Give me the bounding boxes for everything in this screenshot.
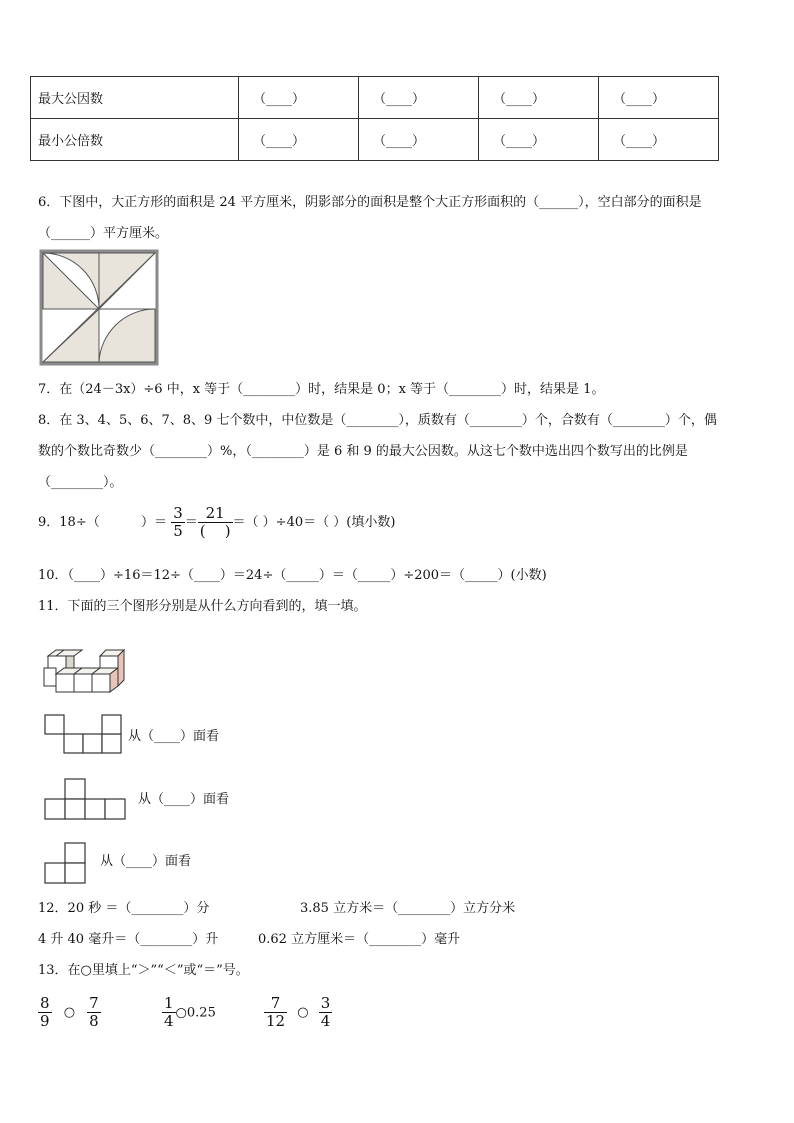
question-8-line2: 数的个数比奇数少（________）%，（________）是 6 和 9 的最大公因数。从这七个数中选出四个数写出的比例是 [38, 444, 688, 459]
q9-blank[interactable] [100, 515, 141, 530]
question-6-line1: 6．下图中，大正方形的面积是 24 平方厘米，阴影部分的面积是整个大正方形面积的（______），空白部分的面积是 [38, 195, 702, 210]
question-12-b: 3.85 立方米＝（________）立方分米 [300, 901, 516, 916]
question-8-line1: 8．在 3、4、5、6、7、8、9 七个数中，中位数是（________），质数有（________）个，合数有（________）个，偶 [38, 413, 717, 428]
answer-blank[interactable]: （____） [359, 119, 479, 161]
answer-blank[interactable]: （____） [479, 119, 599, 161]
compare-value: 0.25 [186, 1005, 216, 1021]
question-12-a: 12．20 秒 ＝（________）分 [38, 901, 210, 916]
question-10: 10．（____）÷16＝12÷（____）＝24÷（_____）＝（_____）÷200＝（_____）(小数) [38, 568, 547, 583]
fraction-7-12: $\frac{7}{12}$ [266, 994, 286, 1031]
fraction-3-4: $\frac{3}{4}$ [320, 994, 331, 1031]
fraction-8-9: $\frac{8}{9}$ [40, 994, 50, 1031]
answer-blank[interactable]: （____） [239, 77, 359, 119]
fraction-7-8: $\frac{7}{8}$ [89, 994, 99, 1031]
gcd-lcm-table [30, 76, 719, 161]
answer-blank[interactable]: （____） [239, 119, 359, 161]
square-figure [40, 250, 160, 366]
question-12-d: 0.62 立方厘米＝（________）毫升 [258, 932, 461, 947]
q9-eq: ＝ [184, 515, 198, 530]
view-figure-3 [44, 842, 88, 884]
answer-blank[interactable]: （____） [599, 77, 719, 119]
table-row [31, 119, 719, 161]
compare-pair-3 [264, 995, 332, 1031]
table-row [31, 77, 719, 119]
q9-after: ＝（ ）÷40＝（ ）(填小数) [232, 515, 396, 530]
row-label: 最小公倍数 [31, 119, 239, 161]
answer-blank[interactable]: （____） [359, 77, 479, 119]
question-8-line3: （________）。 [38, 475, 123, 490]
q9-prefix: 9．18÷（ [38, 515, 100, 530]
question-6-line2: （______）平方厘米。 [38, 226, 169, 241]
question-11-title: 11．下面的三个图形分别是从什么方向看到的，填一填。 [38, 599, 367, 614]
question-12-c: 4 升 40 毫升＝（________）升 [38, 932, 219, 947]
row-label: 最大公因数 [31, 77, 239, 119]
question-9 [38, 503, 395, 543]
question-13-title: 13．在○里填上“＞”“＜”或“＝”号。 [38, 963, 249, 978]
fraction-1-4: $\frac{1}{4}$ [164, 994, 174, 1031]
view-3-label: 从（____）面看 [100, 854, 192, 869]
compare-circle[interactable]: ○ [175, 1005, 187, 1021]
answer-blank[interactable]: （____） [599, 119, 719, 161]
compare-circle[interactable]: ○ [63, 1005, 76, 1021]
compare-circle[interactable]: ○ [297, 1005, 309, 1021]
cube-stack-figure [44, 650, 126, 692]
question-7: 7．在（24－3x）÷6 中，x 等于（________）时，结果是 0；x 等于（________）时，结果是 1。 [38, 382, 605, 397]
view-1-label: 从（____）面看 [128, 729, 220, 744]
view-figure-1 [44, 714, 124, 754]
view-2-label: 从（____）面看 [138, 792, 230, 807]
view-figure-2 [44, 778, 128, 820]
compare-pair-2 [162, 995, 216, 1031]
fraction-3-5: $\frac{3}{5}$ [173, 503, 183, 540]
fraction-21-blank: $\frac{21}{( )}$ [199, 503, 231, 540]
compare-pair-1 [38, 995, 101, 1031]
answer-blank[interactable]: （____） [479, 77, 599, 119]
q9-mid: ）＝ [141, 515, 168, 530]
